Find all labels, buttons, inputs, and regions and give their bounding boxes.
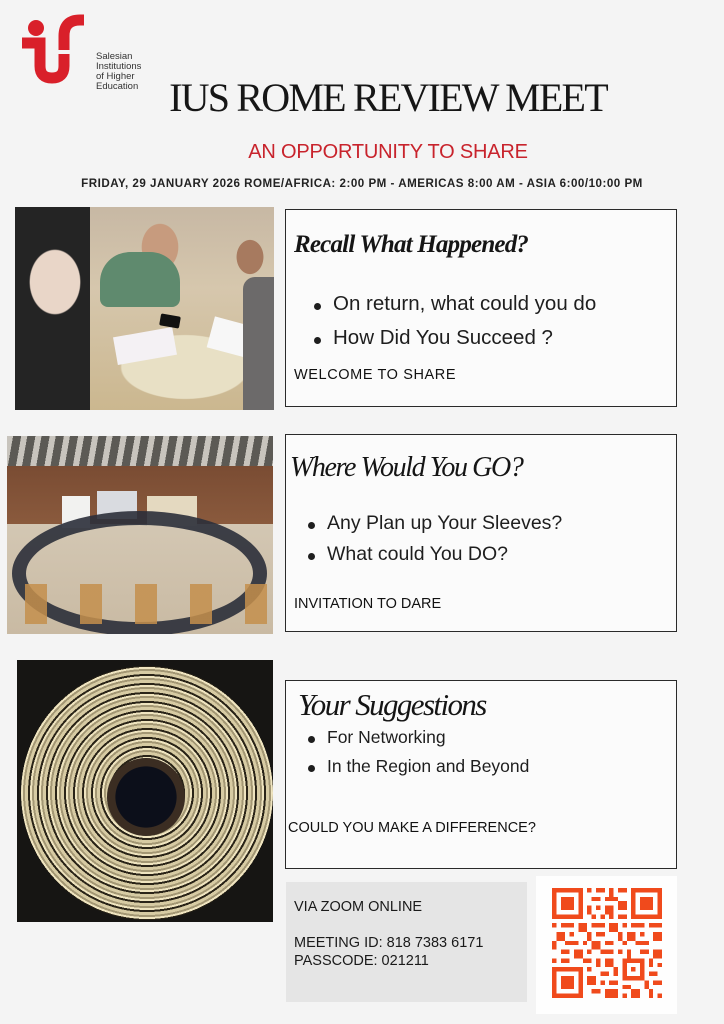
photo-detail (7, 584, 273, 624)
section-title: Your Suggestions (298, 687, 486, 722)
zoom-via: VIA ZOOM ONLINE (294, 899, 423, 915)
section-suggestions (285, 680, 677, 869)
section-recall (285, 209, 677, 407)
logo-text-line: Salesian (96, 51, 133, 62)
page-title: IUS ROME REVIEW MEET (169, 75, 607, 120)
bullet-item: For Networking (305, 727, 529, 756)
bullet-list (311, 292, 596, 360)
photo-detail (100, 252, 180, 307)
section-footer: WELCOME TO SHARE (294, 367, 457, 383)
schedule-line: FRIDAY, 29 JANUARY 2026 ROME/AFRICA: 2:00 PM - AMERICAS 8:00 AM - ASIA 6:00/10:00 PM (81, 177, 643, 190)
bullet-item: On return, what could you do (311, 292, 596, 326)
subtitle: AN OPPORTUNITY TO SHARE (248, 141, 528, 163)
section-footer: COULD YOU MAKE A DIFFERENCE? (288, 820, 536, 836)
bullet-list (305, 512, 562, 574)
logo-text-line: of Higher (96, 71, 135, 82)
spiral-vortex-image (17, 660, 273, 922)
logo-text-line: Education (96, 81, 139, 92)
zoom-meeting-id: MEETING ID: 818 7383 6171 (294, 935, 484, 951)
zoom-passcode: PASSCODE: 021211 (294, 953, 429, 969)
section-title: Recall What Happened? (294, 231, 529, 258)
section-where (285, 434, 677, 632)
circle-meeting-hall-photo (7, 436, 273, 634)
logo-text-line: Institutions (96, 61, 142, 72)
bullet-item: How Did You Succeed ? (311, 326, 596, 360)
section-footer: INVITATION TO DARE (294, 596, 442, 612)
section-title: Where Would You GO? (290, 452, 523, 483)
photo-detail (243, 277, 274, 410)
bullet-list (305, 727, 529, 785)
bullet-item: What could You DO? (305, 543, 562, 574)
group-of-men-at-round-table-photo (15, 207, 274, 410)
bullet-item: In the Region and Beyond (305, 756, 529, 785)
photo-detail (107, 758, 185, 836)
bullet-item: Any Plan up Your Sleeves? (305, 512, 562, 543)
photo-detail (113, 327, 177, 365)
qr-code-panel[interactable] (536, 876, 677, 1014)
qr-code-icon[interactable] (552, 888, 662, 998)
photo-detail (159, 313, 181, 328)
zoom-info-panel (286, 882, 527, 1002)
